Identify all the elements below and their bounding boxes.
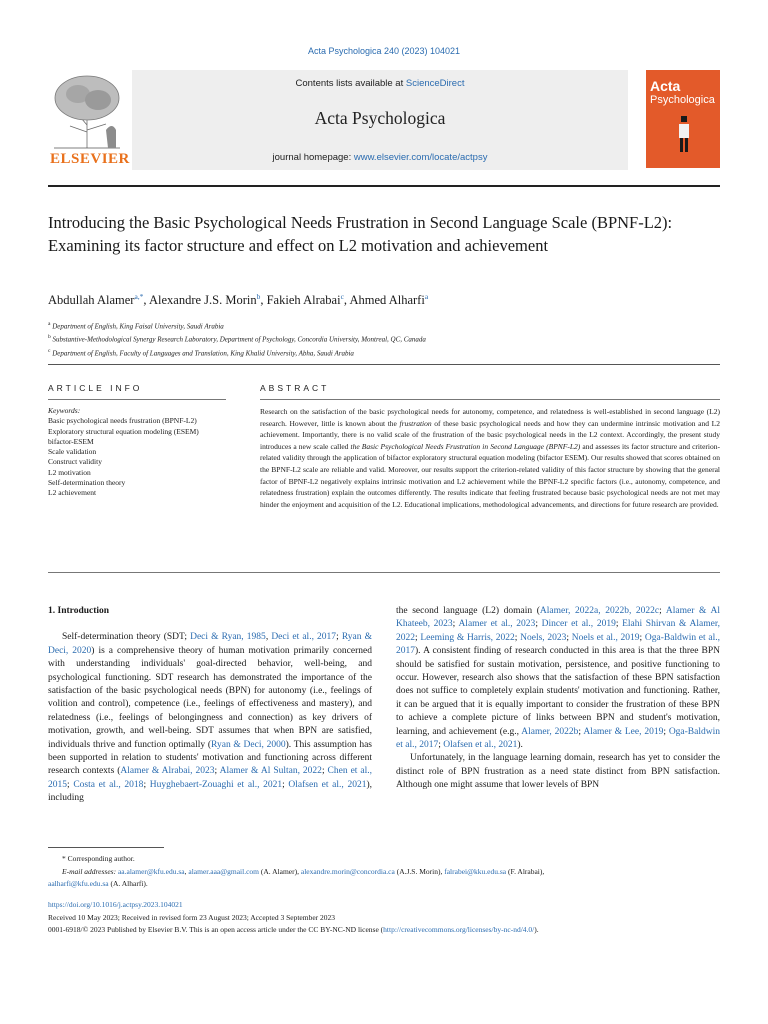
keyword-item: Exploratory structural equation modeling (ESEM) bbox=[48, 426, 199, 436]
email-addresses: E-mail addresses: aa.alamer@kfu.edu.sa, alamer.aaa@gmail.com (A. Alamer), alexandre.morin@concordia.ca (A.J.S. Morin), falrabei@kku.edu.sa (F. Alrabai), bbox=[62, 866, 545, 876]
citation-link[interactable]: Alamer & Alrabai, 2023 bbox=[120, 766, 215, 777]
keyword-item: Basic psychological needs frustration (BPNF-L2) bbox=[48, 416, 197, 426]
citation-link[interactable]: Costa et al., 2018 bbox=[73, 779, 144, 790]
citation-link[interactable]: Deci & Ryan, 1985 bbox=[190, 632, 266, 643]
citation-link[interactable]: Olafsen et al., 2021 bbox=[443, 740, 518, 751]
citation-link[interactable]: Olafsen et al., 2021 bbox=[288, 779, 367, 790]
journal-masthead bbox=[48, 70, 720, 170]
author-2[interactable]: Alexandre J.S. Morin$^b$ bbox=[148, 292, 261, 308]
citation-link[interactable]: Deci et al., 2017 bbox=[271, 632, 337, 643]
body-column-left bbox=[48, 605, 372, 806]
abstract-heading: ABSTRACT bbox=[260, 383, 330, 393]
email-addresses-cont: aalharfi@kfu.edu.sa (A. Alharfi). bbox=[48, 879, 148, 889]
abstract-rule bbox=[260, 399, 720, 400]
license-link[interactable]: http://creativecommons.org/licenses/by-nc-nd/4.0/ bbox=[383, 925, 535, 935]
journal-banner bbox=[132, 70, 628, 170]
citation-link[interactable]: Oga-Baldwin et al., 2017 bbox=[396, 632, 720, 657]
homepage-link[interactable]: www.elsevier.com/locate/actpsy bbox=[353, 152, 488, 163]
body-paragraph: Self-determination theory (SDT; Deci & Ryan, 1985, Deci et al., 2017; Ryan & Deci, 2020) is a comprehensive theory of human motivation primarily concerned with understanding individuals' goal-directed behavior, well-being, and psychological functioning. SDT research has demonstrated the importance of the satisfaction of the basic psychological needs (BPN) for autonomy (i.e., feelings of volition and control), competence (i.e., feelings of effectiveness and mastery), and relatedness (i.e., feelings of belongingness and connection) as key drivers of motivation, growth, and well-being. SDT assumes that when BPN are satisfied, individuals thrive and function optimally (Ryan & Deci, 2000). This assumption has been supported in relation to students' motivation and functioning across different research contexts (Alamer & Alrabai, 2023; Alamer & Al Sultan, 2022; Chen et al., 2015; Costa et al., 2018; Huyghebaert-Zouaghi et al., 2021; Olafsen et al., 2021), including bbox=[48, 632, 373, 804]
abstract-bottom-rule bbox=[48, 572, 720, 573]
email-link[interactable]: falrabei@kku.edu.sa bbox=[444, 866, 507, 876]
keyword-item: Construct validity bbox=[48, 457, 102, 467]
homepage-line bbox=[132, 152, 628, 163]
affiliation-c: $^c$ Department of English, Faculty of Languages and Translation, King Khalid University, Abha, Saudi Arabia bbox=[48, 347, 354, 357]
doi-link[interactable]: https://doi.org/10.1016/j.actpsy.2023.104021 bbox=[48, 900, 183, 909]
footnote-rule bbox=[48, 847, 164, 848]
received-dates: Received 10 May 2023; Received in revised form 23 August 2023; Accepted 3 September 2023 bbox=[48, 912, 336, 922]
citation-link[interactable]: Noels et al., 2019 bbox=[571, 632, 640, 643]
license-line: 0001-6918/© 2023 Published by Elsevier B.V. This is an open access article under the CC BY-NC-ND license (http://creativecommons.org/licenses/by-nc-nd/4.0/). bbox=[48, 925, 539, 935]
author-3[interactable]: Fakieh Alrabai$^c$ bbox=[266, 292, 344, 308]
sciencedirect-link[interactable]: ScienceDirect bbox=[405, 78, 465, 89]
body-paragraph: the second language (L2) domain (Alamer, 2022a, 2022b, 2022c; Alamer & Al Khateeb, 2023; Alamer et al., 2023; Dincer et al., 2019; Elahi Shirvan & Alamer, 2022; Leeming & Harris, 2022; Noels, 2023; Noels et al., 2019; Oga-Baldwin et al., 2017). A consistent finding of research conducted in this area is that the three BPN should be satisfied for sustain motivation, persistence, and positive functioning to occur. However, research also shows that the satisfaction of these BPN satisfaction does not suffice to completely explain students' motivation and functioning. Rather, it can be argued that it is equally important to consider the frustration of these BPN to achieve a complete picture of links between BPN and student's motivation, learning, and achievement (e.g., Alamer, 2022b; Alamer & Lee, 2019; Oga-Baldwin et al., 2017; Olafsen et al., 2021). bbox=[396, 606, 720, 751]
masthead-rule bbox=[48, 185, 720, 187]
body-paragraph: Unfortunately, in the language learning domain, research has yet to consider the distinct role of BPN frustration as a need state distinct from BPN satisfaction. Although one might assume that lower levels of BPN bbox=[396, 753, 720, 791]
affiliation-a: $^a$ Department of English, King Faisal University, Saudi Arabia bbox=[48, 321, 224, 331]
keywords-label: Keywords: bbox=[48, 406, 81, 415]
article-title: Introducing the Basic Psychological Needs Frustration in Second Language Scale (BPNF-L2): Examining its factor structure and effect on L2 motivation and achievement bbox=[48, 213, 673, 255]
publication-info bbox=[48, 899, 720, 937]
journal-cover[interactable] bbox=[646, 70, 720, 168]
citation-link[interactable]: Chen et al., 2015 bbox=[48, 766, 372, 790]
affiliation-b: $^b$ Substantive-Methodological Synergy Research Laboratory, Department of Psychology, Concordia University, Montreal, QC, Canada bbox=[48, 334, 426, 344]
cover-figure-icon bbox=[676, 116, 692, 156]
email-link[interactable]: aalharfi@kfu.edu.sa bbox=[48, 879, 109, 889]
elsevier-wordmark: ELSEVIER bbox=[50, 151, 130, 167]
citation-link[interactable]: Alamer & Lee, 2019 bbox=[583, 726, 664, 737]
citation-link[interactable]: Alamer & Al Khateeb, 2023 bbox=[396, 606, 720, 630]
citation-link[interactable]: Huyghebaert-Zouaghi et al., 2021 bbox=[149, 779, 283, 790]
citation-link[interactable]: Noels, 2023 bbox=[520, 632, 567, 643]
citation-link[interactable]: Ryan & Deci, 2020 bbox=[48, 632, 373, 656]
author-1[interactable]: Abdullah Alamer$^{a,*}$ bbox=[48, 292, 144, 308]
email-link[interactable]: alexandre.morin@concordia.ca bbox=[300, 866, 395, 876]
citation-link[interactable]: Elahi Shirvan & Alamer, 2022 bbox=[396, 619, 720, 643]
citation-link[interactable]: Oga-Baldwin et al., 2017 bbox=[396, 726, 720, 751]
citation-link[interactable]: Dincer et al., 2019 bbox=[541, 619, 616, 630]
citation-link[interactable]: Leeming & Harris, 2022 bbox=[420, 632, 515, 643]
homepage-prefix: journal homepage: bbox=[272, 152, 354, 163]
cover-subtitle: Psychologica bbox=[650, 94, 715, 106]
affiliations bbox=[48, 319, 720, 359]
author-4[interactable]: Ahmed Alharfi$^a$ bbox=[349, 292, 429, 308]
elsevier-tree-icon bbox=[48, 70, 126, 150]
corresponding-author-note: * Corresponding author. bbox=[62, 854, 135, 863]
email-link[interactable]: aa.alamer@kfu.edu.sa bbox=[117, 866, 185, 876]
keyword-item: bifactor-ESEM bbox=[48, 436, 94, 446]
citation-link[interactable]: Ryan & Deci, 2000 bbox=[211, 739, 286, 750]
contents-line bbox=[132, 78, 628, 89]
cover-title: Acta bbox=[650, 78, 681, 94]
section-heading-introduction: 1. Introduction bbox=[48, 606, 110, 616]
citation-link[interactable]: Alamer et al., 2023 bbox=[458, 619, 536, 630]
journal-title: Acta Psychologica bbox=[314, 108, 446, 128]
keywords-block bbox=[48, 406, 226, 499]
keyword-item: L2 achievement bbox=[48, 488, 97, 498]
keyword-item: Scale validation bbox=[48, 447, 97, 457]
elsevier-logo[interactable] bbox=[48, 70, 130, 168]
footnotes bbox=[48, 853, 720, 891]
author-list: Abdullah Alamer$^{a,*}$, Alexandre J.S. Morin$^b$, Fakieh Alrabai$^c$, Ahmed Alharfi$^a$ bbox=[48, 292, 429, 308]
contents-prefix: Contents lists available at bbox=[295, 78, 406, 89]
article-info-heading: ARTICLE INFO bbox=[48, 383, 143, 393]
keyword-item: L2 motivation bbox=[48, 467, 91, 477]
body-column-right bbox=[396, 605, 720, 793]
citation-link[interactable]: Alamer, 2022a, 2022b, 2022c bbox=[539, 606, 660, 616]
keyword-item: Self-determination theory bbox=[48, 478, 126, 488]
citation-link[interactable]: Alamer, 2022b bbox=[521, 726, 579, 737]
email-link[interactable]: alamer.aaa@gmail.com bbox=[188, 866, 260, 876]
journal-citation[interactable]: Acta Psychologica 240 (2023) 104021 bbox=[307, 46, 461, 56]
article-info-rule bbox=[48, 399, 226, 400]
header-divider bbox=[48, 364, 720, 365]
citation-link[interactable]: Alamer & Al Sultan, 2022 bbox=[219, 766, 322, 777]
abstract-text: Research on the satisfaction of the basic psychological needs for autonomy, competence, and relatedness is well-established in second language (L2) research. However, little is known about the frustration of these basic psychological needs and how they can undermine intrinsic motivation and L2 achievement. Importantly, there is no valid scale of the frustration of the basic psychological needs in the L2 context. Accordingly, the present study introduces a new scale called the Basic Psychological Needs Frustration in Second Language (BPNF-L2) and assesses its factor structure and criterion-related validity through the application of bifactor exploratory structural equation modeling (bifactor ESEM). Our results showed that scores obtained on the BPNF-L2 scale are reliable and valid. Moreover, our results support the criterion-related validity of this factor structure by showing that the general factor of BPNF-L2 negatively explains intrinsic motivation and L2 achievement while the BPNF-L2 specific factors (i.e., autonomy, competence, and relatedness frustration) explain the outcomes differently. The results indicate that feeling frustrated because basic psychological needs are not met may hinder the enjoyment and acquisition of the L2. Educational implications, methodological advancements, and directions for future research are provided. bbox=[260, 407, 720, 509]
